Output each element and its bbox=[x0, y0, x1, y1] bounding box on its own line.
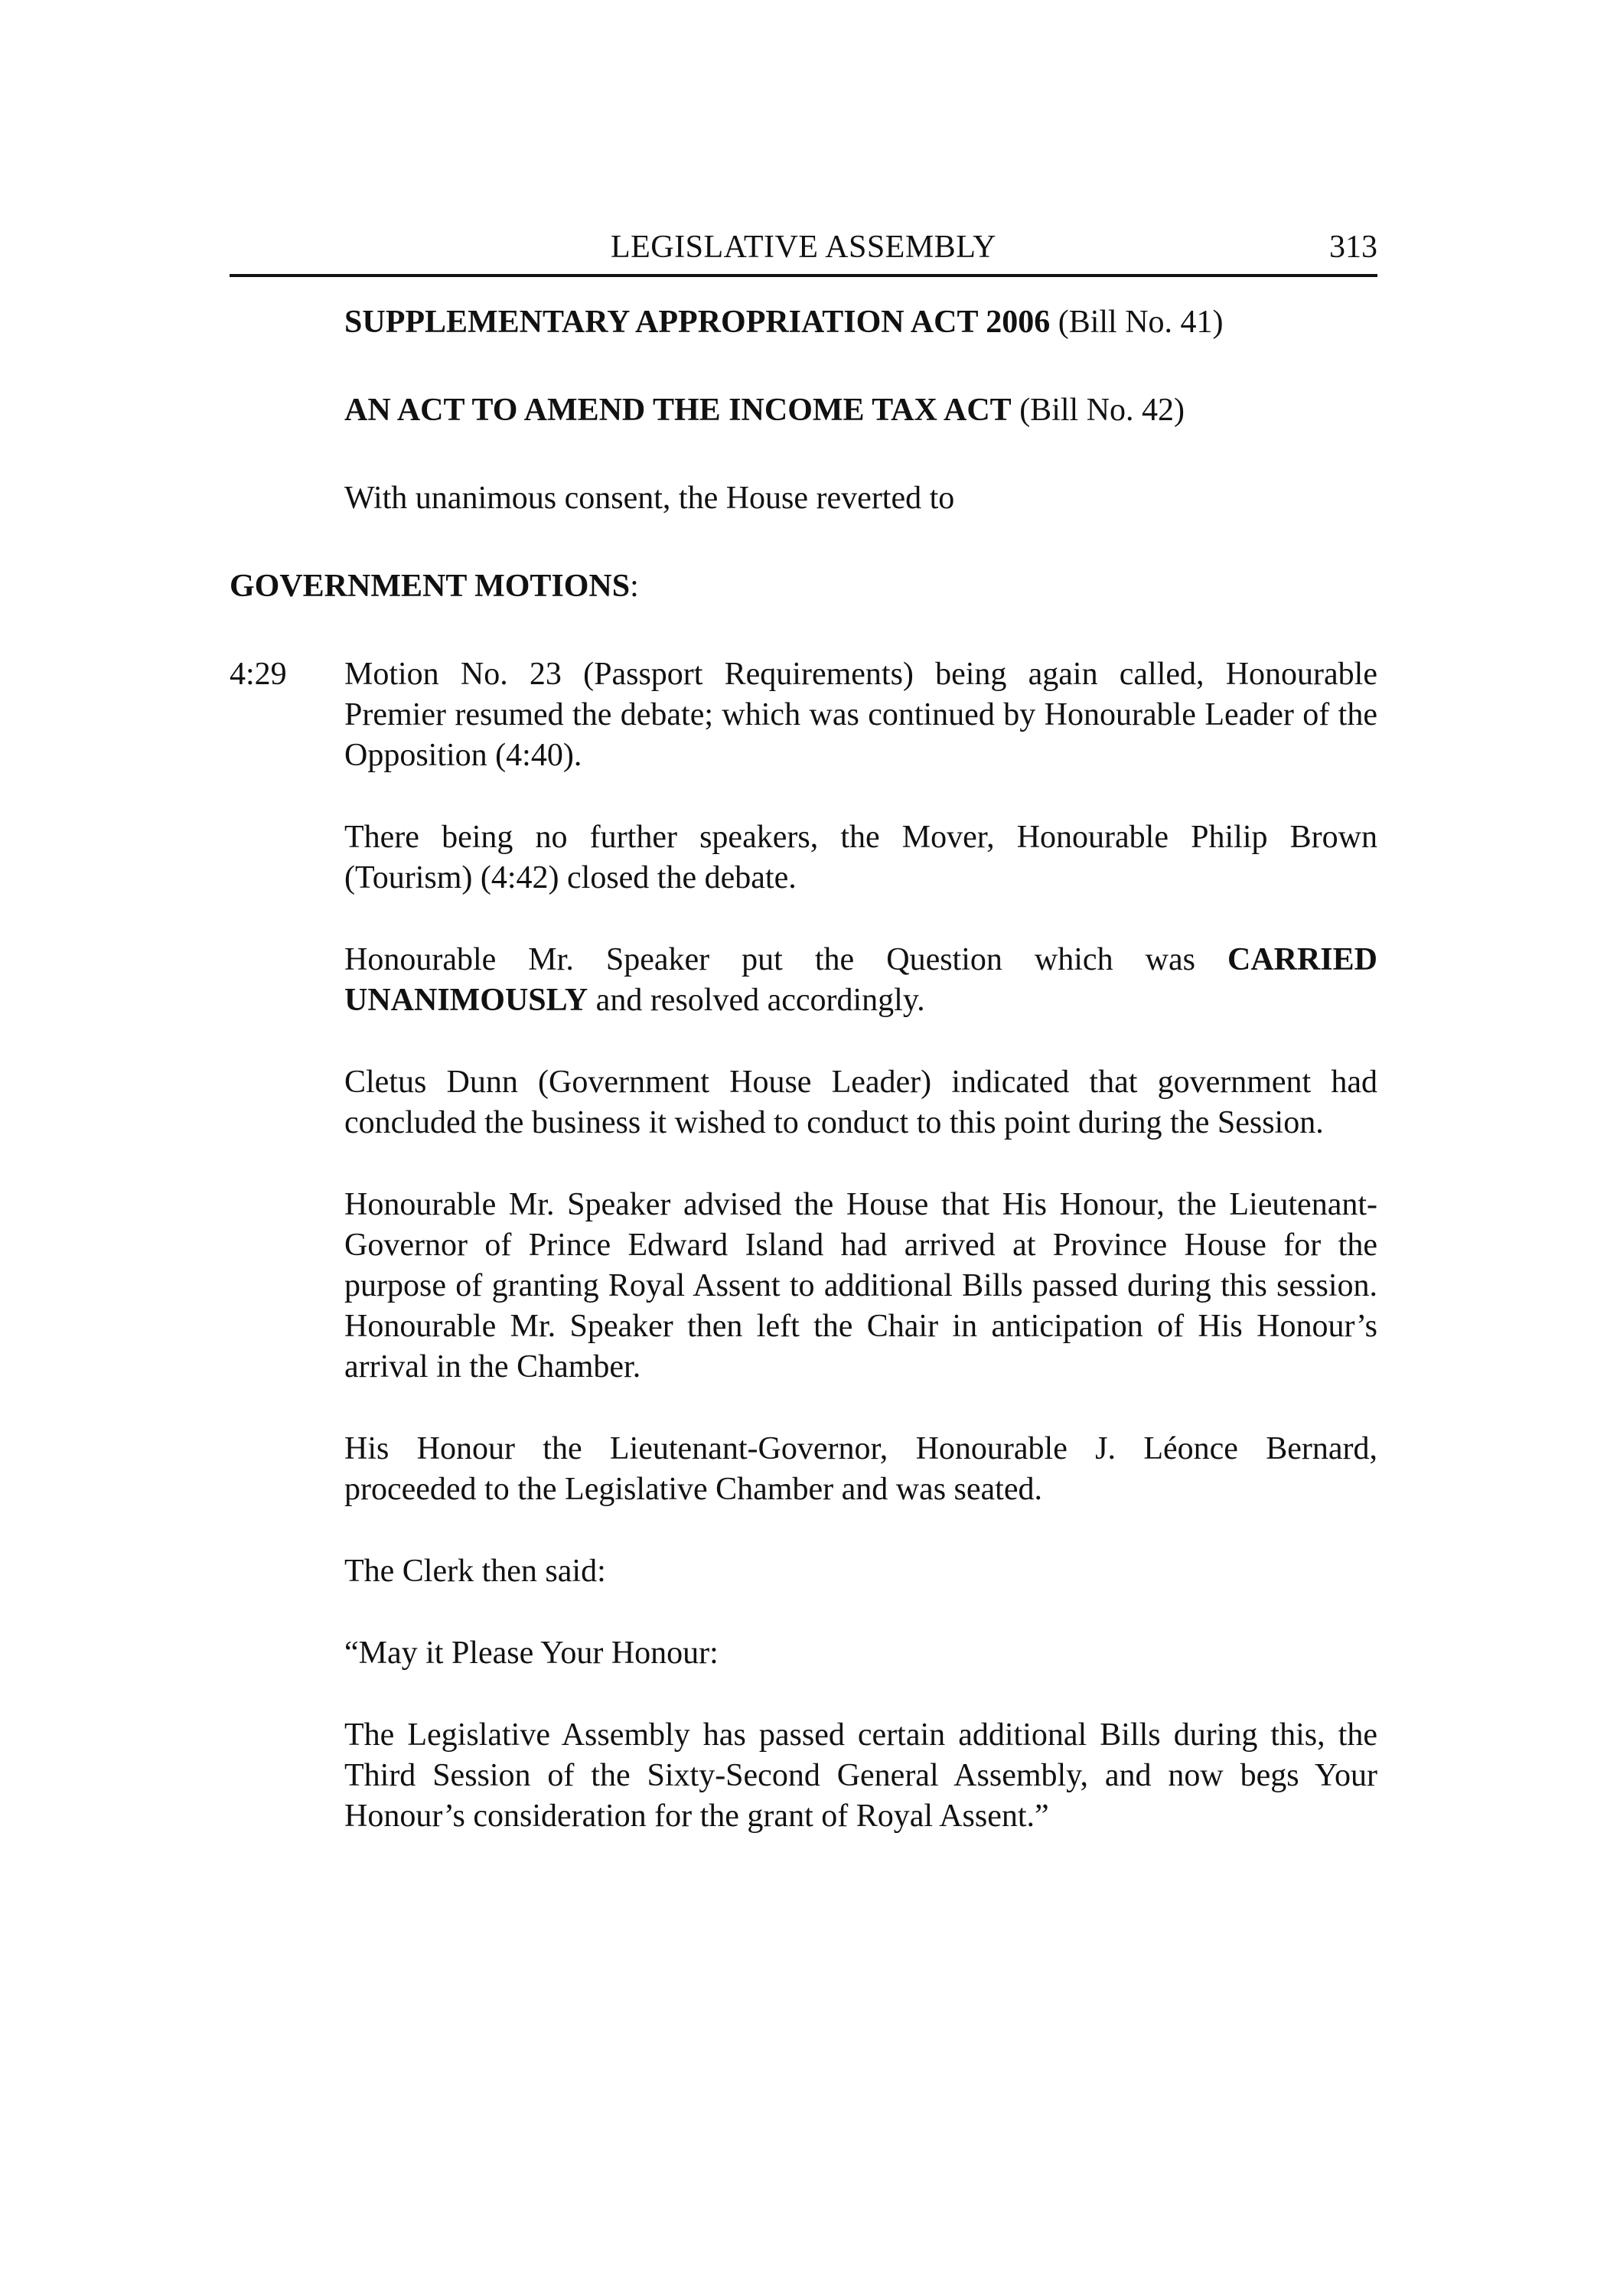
paragraph-text: and resolved accordingly. bbox=[588, 983, 925, 1018]
motion-entry bbox=[230, 654, 1377, 776]
carried-unanimously: CARRIED UNANIMOUSLY bbox=[344, 942, 1377, 1018]
bill-number: (Bill No. 41) bbox=[1058, 305, 1224, 340]
paragraph-lieutenant-governor: His Honour the Lieutenant-Governor, Honourable J. Léonce Bernard, proceeded to the Legislative Chamber and was seated. bbox=[344, 1431, 1377, 1507]
motion-text: Motion No. 23 (Passport Requirements) being again called, Honourable Premier resumed the debate; which was continued by Honourable Leader of the Opposition (4:40). bbox=[344, 657, 1377, 773]
paragraph-address-opening: “May it Please Your Honour: bbox=[344, 1636, 719, 1671]
bill-title: SUPPLEMENTARY APPROPRIATION ACT 2006 bbox=[344, 305, 1051, 340]
bill-title: AN ACT TO AMEND THE INCOME TAX ACT bbox=[344, 393, 1012, 428]
reverted-statement: With unanimous consent, the House reverted to bbox=[344, 481, 955, 516]
header-title: LEGISLATIVE ASSEMBLY bbox=[611, 230, 996, 265]
bill-heading-42 bbox=[344, 390, 1377, 431]
paragraph-question-carried bbox=[344, 940, 1377, 1021]
paragraph-debate-closed: There being no further speakers, the Mover, Honourable Philip Brown (Tourism) (4:42) closed the debate. bbox=[344, 820, 1377, 895]
running-header bbox=[230, 227, 1377, 277]
bill-heading-41 bbox=[344, 302, 1377, 343]
section-heading-text: GOVERNMENT MOTIONS bbox=[230, 569, 631, 604]
page-content bbox=[230, 302, 1377, 1878]
paragraph-clerk-said: The Clerk then said: bbox=[344, 1554, 606, 1589]
section-heading bbox=[230, 566, 1377, 607]
section-heading-colon: : bbox=[630, 569, 639, 604]
entry-time: 4:29 bbox=[230, 657, 287, 692]
bill-number: (Bill No. 42) bbox=[1019, 393, 1185, 428]
page-number: 313 bbox=[1329, 230, 1377, 265]
paragraph-royal-assent-request: The Legislative Assembly has passed certain additional Bills during this, the Third Session of the Sixty-Second General Assembly, and now begs Your Honour’s consideration for the grant of Royal Assent.” bbox=[344, 1717, 1377, 1834]
paragraph-text: Honourable Mr. Speaker put the Question which was bbox=[344, 942, 1227, 977]
paragraph-speaker-advised: Honourable Mr. Speaker advised the House that His Honour, the Lieutenant-Governor of Prince Edward Island had arrived at Province House for the purpose of granting Royal Assent to additional Bills passed during this session. Honourable Mr. Speaker then left the Chair in anticipation of His Honour’s arrival in the Chamber. bbox=[344, 1187, 1377, 1384]
paragraph-house-leader: Cletus Dunn (Government House Leader) indicated that government had concluded the business it wished to conduct to this point during the Session. bbox=[344, 1065, 1377, 1140]
